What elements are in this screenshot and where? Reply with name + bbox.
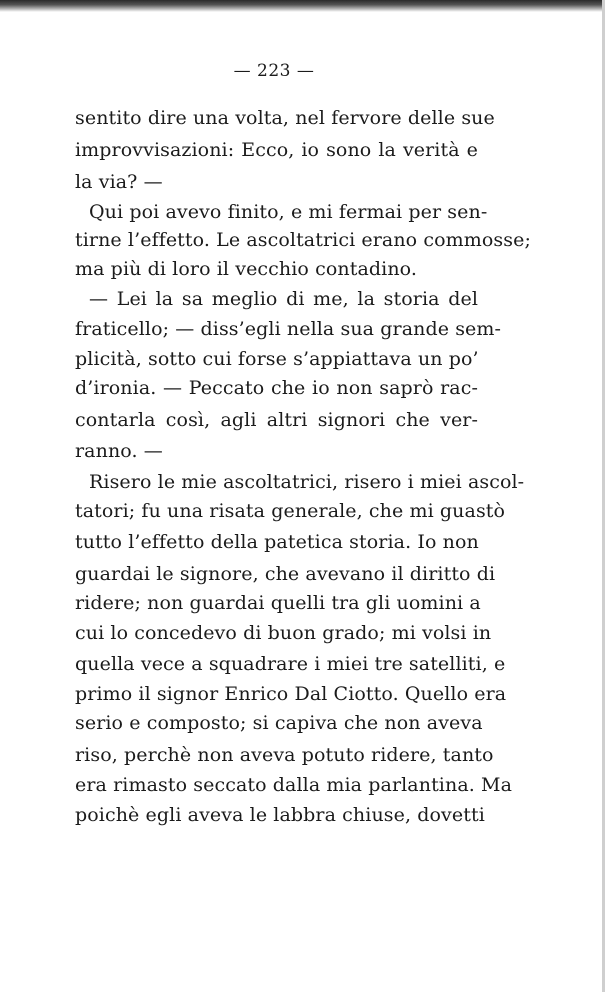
page-top-edge-shadow [0,0,605,12]
text-line: tutto l’effetto della patetica storia. Io non [75,531,479,553]
text-line: serio e composto; si capiva che non aveva [75,712,483,734]
text-line: ranno. — [75,440,163,462]
text-line: era rimasto seccato dalla mia parlantina. Ma [75,774,513,796]
text-line: contarla così, agli altri signori che ver- [75,409,478,431]
text-line: ridere; non guardai quelli tra gli uomini a [75,592,481,614]
text-line: guardai le signore, che avevano il diritto di [75,563,496,585]
text-line: quella vece a squadrare i miei tre satelliti, e [75,653,506,675]
page-number: — 223 — [233,61,315,81]
text-line: la via? — [75,171,163,193]
text-line: primo il signor Enrico Dal Ciotto. Quello era [75,683,507,705]
text-line: improvvisazioni: Ecco, io sono la verità e [75,139,478,161]
text-line: cui lo concedevo di buon grado; mi volsi in [75,622,492,644]
text-line: Qui poi avevo finito, e mi fermai per sen- [89,201,488,223]
text-line: ma più di loro il vecchio contadino. [75,258,418,280]
text-line: d’ironia. — Peccato che io non saprò rac- [75,377,478,399]
text-line: plicità, sotto cui forse s’appiattava un po’ [75,348,479,370]
text-line: fraticello; — diss’egli nella sua grande sem- [75,318,502,340]
text-line: — Lei la sa meglio di me, la storia del [89,288,478,310]
text-line: Risero le mie ascoltatrici, risero i miei ascol- [89,471,525,493]
text-line: poichè egli aveva le labbra chiuse, dovetti [75,804,485,826]
text-line: tatori; fu una risata generale, che mi guastò [75,500,506,522]
text-line: riso, perchè non aveva potuto ridere, tanto [75,744,494,766]
text-line: tirne l’effetto. Le ascoltatrici erano commosse; [75,229,531,251]
text-line: sentito dire una volta, nel fervore delle sue [75,107,495,129]
